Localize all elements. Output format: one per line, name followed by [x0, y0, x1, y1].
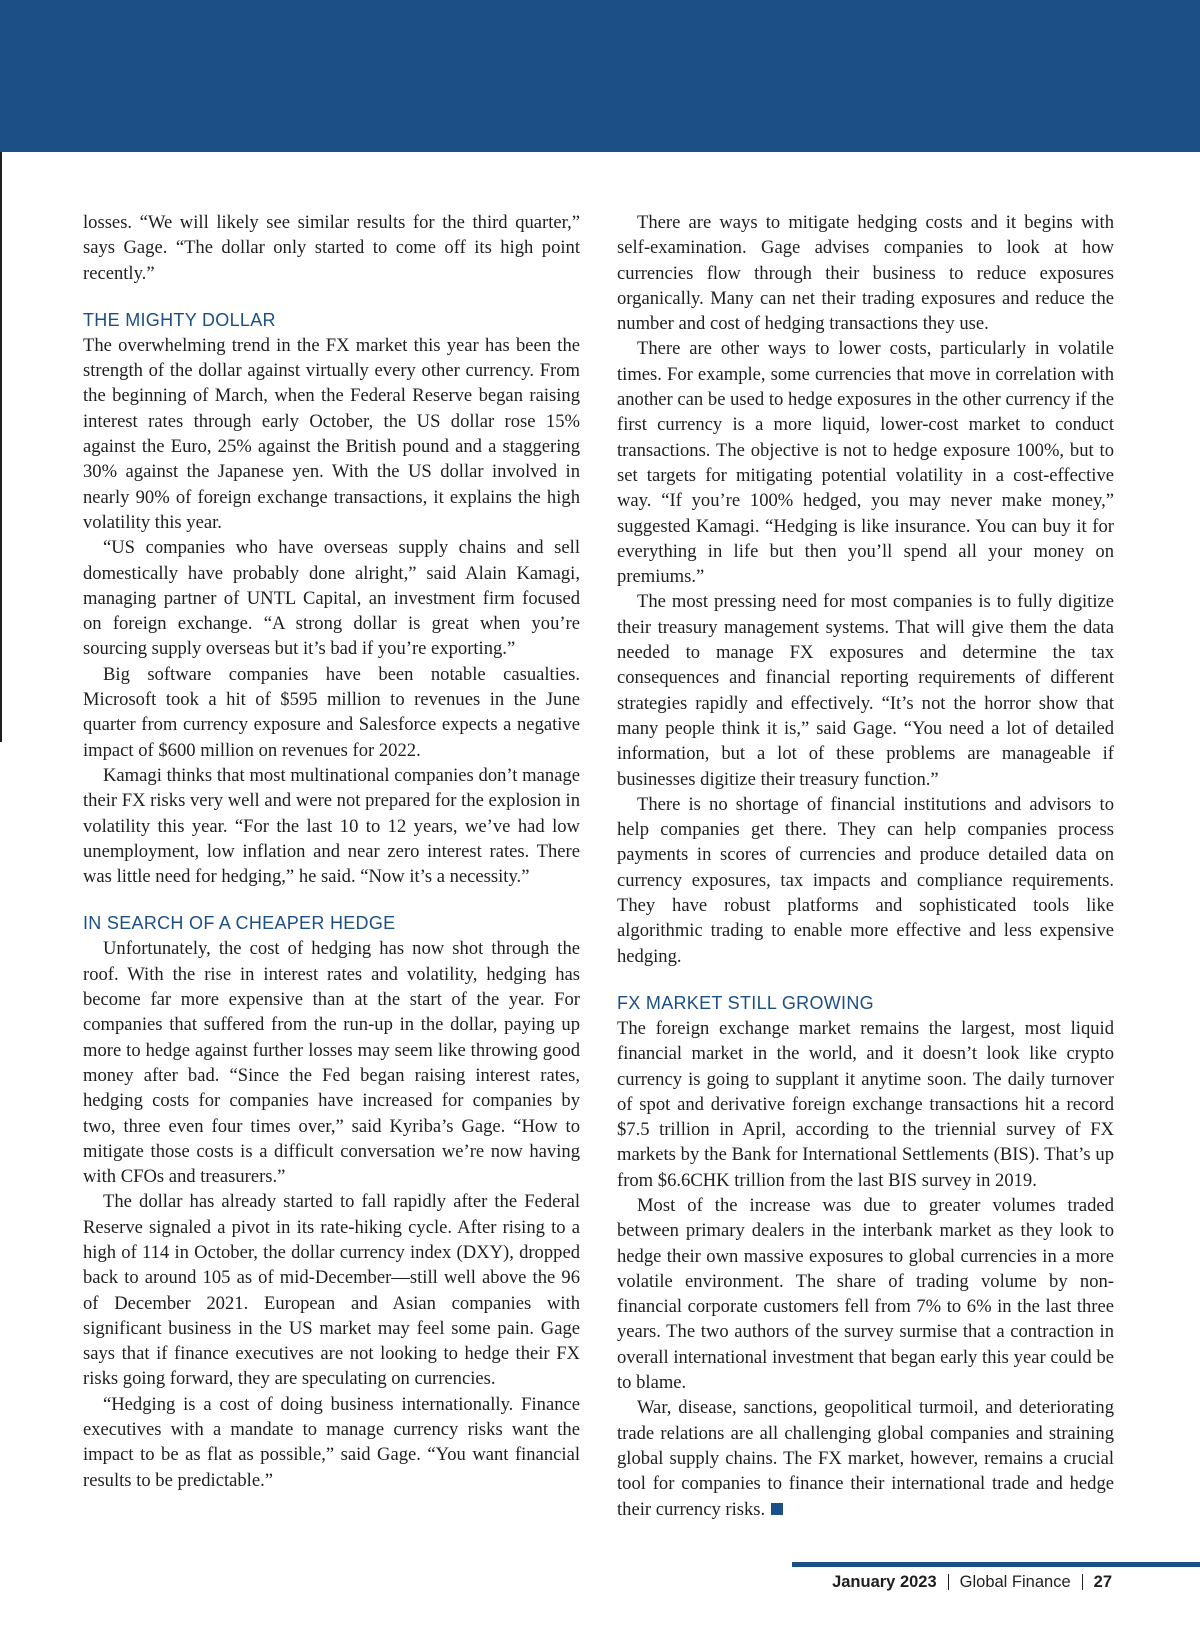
paragraph-text: Most of the increase was due to greater volumes traded between primary dealers in the interbank market as they look to hedge their own massive exposures to global currencies in a more volatile environment. The share of trading volume by non-financial corporate customers fell from 7% to 6% in the last three years. The two authors of the survey surmise that a contraction in overall international investment that began early this year could be to blame.	[617, 1194, 1114, 1394]
paragraph-text: The dollar has already started to fall rapidly after the Federal Reserve signaled a pivot in its rate-hiking cycle. After rising to a high of 114 in October, the dollar currency index (DXY), dropped back to around 105 as of mid-December—still well above the 96 of December 2021. European and Asian companies with significant business in the US market may feel some pain. Gage says that if finance executives are not looking to hedge their FX risks going forward, they are speculating on currencies.	[83, 1191, 580, 1390]
paragraph-text: “Hedging is a cost of doing business internationally. Finance executives with a mandate to manage currency risks want the impact to be as flat as possible,” said Gage. “You want financial results to be predictable.”	[83, 1393, 580, 1491]
article-column-left	[83, 210, 580, 1493]
paragraph-text: There is no shortage of financial institutions and advisors to help companies get there. They can help companies process payments in scores of currencies and produce detailed data on currency exposures, tax impacts and compliance requirements. They have robust platforms and sophisticated tools like algorithmic trading to enable more effective and less expensive hedging.	[617, 793, 1114, 967]
paragraph	[617, 1395, 1114, 1521]
article-column-right	[617, 210, 1114, 1522]
top-banner	[0, 0, 1200, 152]
page-footer	[832, 1570, 1112, 1594]
heading-text: THE MIGHTY DOLLAR	[83, 309, 276, 330]
section-heading	[83, 911, 580, 936]
paragraph	[83, 1392, 580, 1493]
heading-text: FX MARKET STILL GROWING	[617, 992, 874, 1013]
section-heading	[83, 308, 580, 333]
paragraph	[83, 333, 580, 535]
paragraph-text: Kamagi thinks that most multinational companies don’t manage their FX risks very well and were not prepared for the explosion in volatility this year. “For the last 10 to 12 years, we’ve had low unemployment, low inflation and near zero interest rates. There was little need for hedging,” he said. “Now it’s a necessity.”	[83, 764, 580, 888]
paragraph	[617, 1193, 1114, 1395]
paragraph-text: The most pressing need for most companies is to fully digitize their treasury management systems. That will give them the data needed to manage FX exposures and determine the tax consequences and financial reporting requirements of different strategies rapidly and effectively. “It’s not the horror show that many people think it is,” said Gage. “You need a lot of detailed information, but a lot of these problems are manageable if businesses digitize their treasury function.”	[617, 591, 1114, 790]
paragraph-text: Unfortunately, the cost of hedging has now shot through the roof. With the rise in interest rates and volatility, hedging has become far more expensive than at the start of the year. For companies that suffered from the run-up in the dollar, paying up more to hedge against further losses may seem like throwing good money after bad. “Since the Fed began raising interest rates, hedging costs for companies have increased for companies by two, three even four times over,” said Kyriba’s Gage. “How to mitigate those costs is a difficult conversation we’re now having with CFOs and treasurers.”	[83, 938, 580, 1188]
paragraph-text: losses. “We will likely see similar results for the third quarter,” says Gage. “The dollar only started to come off its high point recently.”	[83, 212, 580, 284]
end-of-article-icon	[771, 1503, 783, 1515]
paragraph-text: War, disease, sanctions, geopolitical turmoil, and deteriorating trade relations are all challenging global companies and straining global supply chains. The FX market, however, remains a crucial tool for companies to finance their international trade and hedge their currency risks.	[617, 1397, 1114, 1520]
publication-name: Global Finance	[959, 1572, 1071, 1591]
footer-divider	[1082, 1574, 1083, 1590]
paragraph	[617, 589, 1114, 791]
paragraph	[83, 662, 580, 763]
paragraph-text: Big software companies have been notable casualties. Microsoft took a hit of $595 million to revenues in the June quarter from currency exposure and Salesforce expects a negative impact of $600 million on revenues for 2022.	[83, 663, 580, 761]
paragraph	[83, 1189, 580, 1391]
paragraph	[617, 336, 1114, 589]
paragraph-text: The foreign exchange market remains the largest, most liquid financial market in the world, and it doesn’t look like crypto currency is going to supplant it anytime soon. The daily turnover of spot and derivative foreign exchange transactions hit a record $7.5 trillion in April, according to the triennial survey of FX markets by the Bank for International Settlements (BIS). That’s up from $6.6CHK trillion from the last BIS survey in 2019.	[617, 1017, 1114, 1191]
paragraph	[617, 210, 1114, 336]
paragraph	[83, 763, 580, 889]
heading-text: IN SEARCH OF A CHEAPER HEDGE	[83, 913, 396, 934]
issue-date: January 2023	[832, 1572, 937, 1591]
paragraph	[617, 1016, 1114, 1193]
paragraph-text: There are ways to mitigate hedging costs and it begins with self-examination. Gage advises companies to look at how currencies flow through their business to reduce exposures organically. Many can net their trading exposures and reduce the number and cost of hedging transactions they use.	[617, 212, 1114, 335]
paragraph	[617, 792, 1114, 969]
paragraph-text: “US companies who have overseas supply chains and sell domestically have probably done alright,” said Alain Kamagi, managing partner of UNTL Capital, an investment firm focused on foreign exchange. “A strong dollar is great when you’re sourcing supply overseas but it’s bad if you’re exporting.”	[83, 537, 580, 660]
paragraph	[83, 535, 580, 661]
margin-rule	[0, 152, 2, 742]
footer-rule	[792, 1562, 1200, 1567]
paragraph	[83, 936, 580, 1189]
paragraph-text: The overwhelming trend in the FX market this year has been the strength of the dollar against virtually every other currency. From the beginning of March, when the Federal Reserve began raising interest rates through early October, the US dollar rose 15% against the Euro, 25% against the British pound and a staggering 30% against the Japanese yen. With the US dollar involved in nearly 90% of foreign exchange transactions, it explains the high volatility this year.	[83, 334, 580, 533]
paragraph-text: There are other ways to lower costs, particularly in volatile times. For example, some currencies that move in correlation with another can be used to hedge exposures in the other currency if the first currency is a more liquid, lower-cost market to conduct transactions. The objective is not to hedge exposure 100%, but to set targets for mitigating potential volatility in a cost-effective way. “If you’re 100% hedged, you may never make money,” suggested Kamagi. “Hedging is like insurance. You can buy it for everything in life but then you’ll spend all your money on premiums.”	[617, 338, 1114, 588]
footer-divider	[948, 1574, 949, 1590]
page-number: 27	[1093, 1572, 1112, 1591]
paragraph	[83, 210, 580, 286]
section-heading	[617, 991, 1114, 1016]
